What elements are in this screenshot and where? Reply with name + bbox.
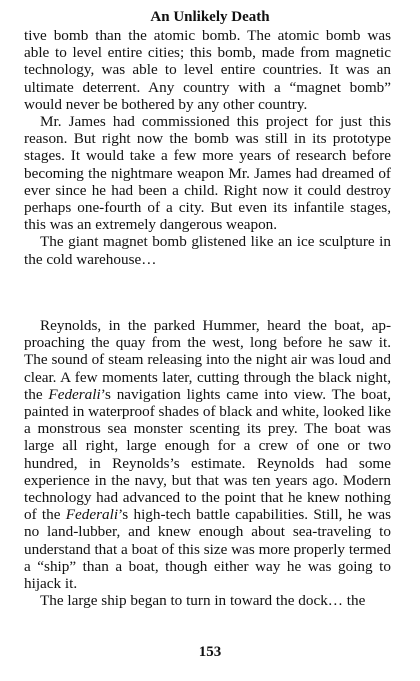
- ship-name-italic: Federali: [48, 385, 101, 403]
- paragraph: Mr. James had commissioned this project for just this reason. But right now the bomb was still in its prototype stages. It would take a few more years of research before becoming the nightmare weapon Mr. James had dreamed of ever since he had been a child. Right now it could destroy perhaps one-fourth of a city. But even its infantile stages, this was an extremely dangerous weapon.: [24, 113, 391, 234]
- paragraph: The giant magnet bomb glistened like an ice sculpture in the cold warehouse…: [24, 233, 391, 268]
- text-span: ’s high-tech battle capabilities. Still, he was no land-lubber, and knew enough about sea-traveling to understand that a boat of this size was more properly termed a “ship” than a boat, though either way he was going to hijack it.: [24, 506, 391, 593]
- text-span: Reynolds, in the parked Hummer, heard the boat, approaching the quay from the west, long before he saw it. The sound of steam releasing into the night air was loud and clear. A few moments later, cutting through the black night, the: [24, 317, 391, 403]
- ship-name-italic: Federali: [65, 506, 119, 524]
- paragraph: The large ship began to turn in toward the dock… the: [40, 592, 366, 610]
- text-section-2: [24, 317, 391, 609]
- text-section-1: [24, 27, 391, 268]
- paragraph-hummer: [24, 317, 391, 592]
- text-span: ’s navigation lights came into view. The boat, painted in waterproof shades of black and white, looked like a monstrous sea monster scenting its prey. The boat was large all right, large enough for a crew of one or two hundred, in Reynolds’s estimate. Reynolds had some experience in the navy, but that was ten years ago. Modern technology had advanced to the point that he knew nothing of the: [24, 385, 391, 524]
- page-number: 153: [198, 644, 222, 660]
- running-head-title: An Unlikely Death: [150, 9, 270, 25]
- paragraph-continued: tive bomb than the atomic bomb. The atomic bomb was able to level entire cities; this bomb, made from magnetic technology, was able to level entire countries. It was an ultimate deterrent. Any country with a “magnet bomb” would never be bothered by any other country.: [24, 27, 391, 113]
